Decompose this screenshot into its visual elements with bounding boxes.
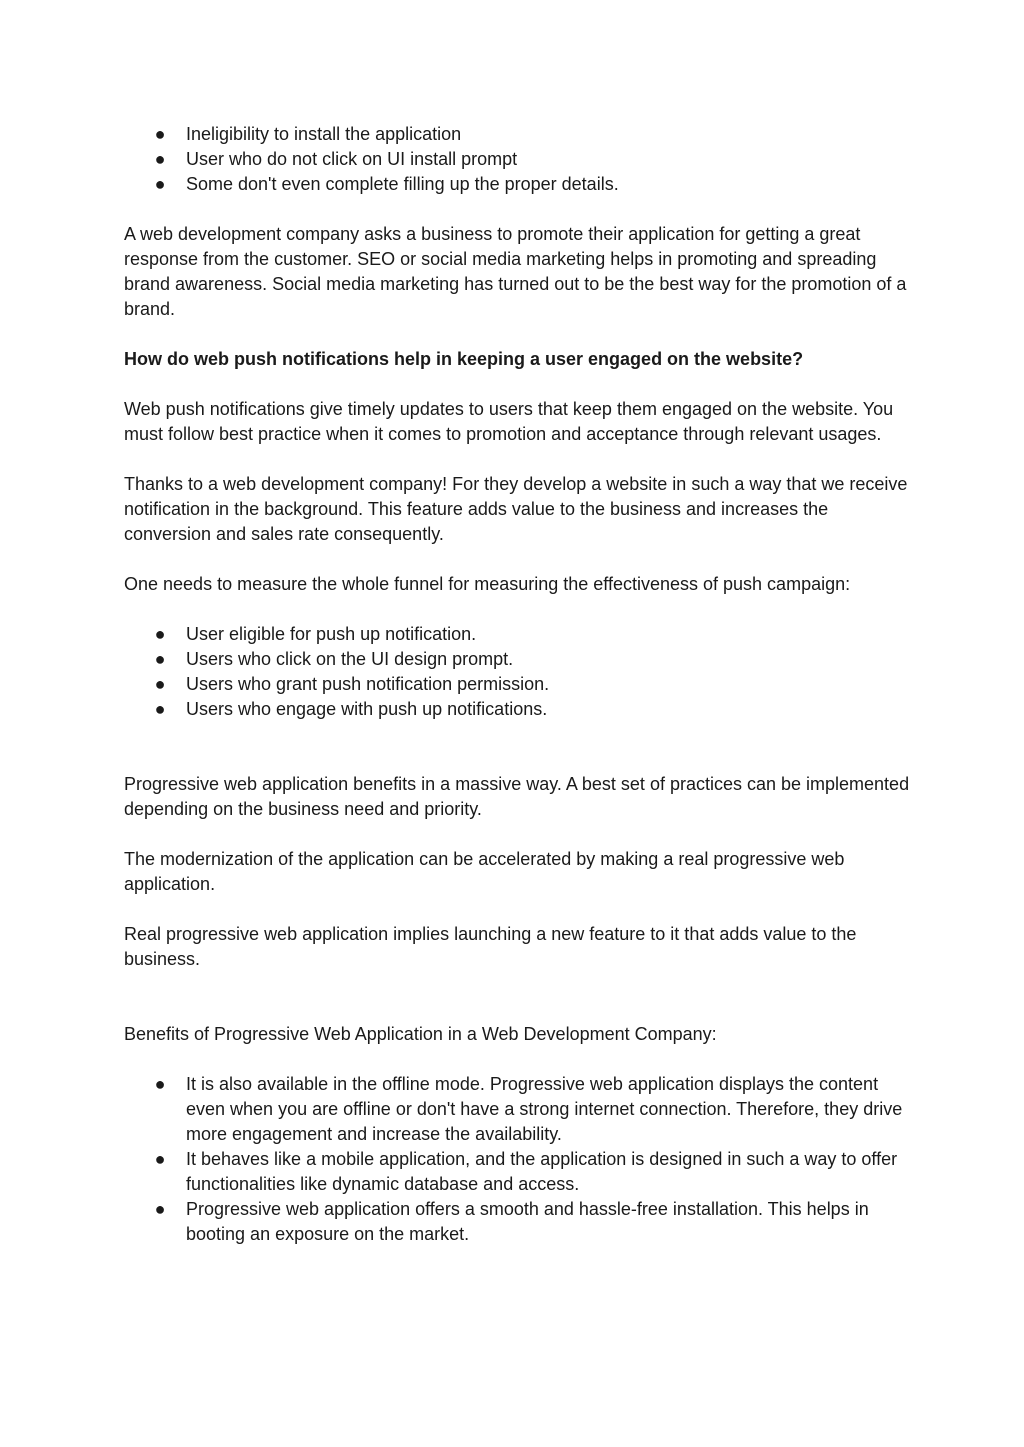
list-item: ● User who do not click on UI install prompt [124, 147, 914, 172]
list-item: ● Users who engage with push up notifications. [124, 697, 914, 722]
bullet-icon: ● [154, 649, 166, 669]
paragraph-promotion: A web development company asks a business to promote their application for getting a great response from the customer. SEO or social media marketing helps in promoting and spreading brand awareness. Social media marketing has turned out to be the best way for the promotion of a brand. [124, 224, 907, 319]
list-item: ● It behaves like a mobile application, and the application is designed in such a way to offer functionalities like dynamic database and access. [154, 1149, 898, 1194]
paragraph-pwa-benefits: Progressive web application benefits in a massive way. A best set of practices can be implemented depending on the business need and priority. [124, 774, 910, 819]
bullet-icon: ● [154, 149, 166, 169]
paragraph-benefits-intro: Benefits of Progressive Web Application in a Web Development Company: [124, 1024, 717, 1044]
bullet-icon: ● [154, 624, 166, 644]
paragraph-real-pwa: Real progressive web application implies launching a new feature to it that adds value to the business. [124, 924, 857, 969]
list-item: ● Progressive web application offers a smooth and hassle-free installation. This helps in booting an exposure on the market. [154, 1199, 869, 1244]
bullet-icon: ● [154, 1074, 166, 1094]
bullet-list-funnel [124, 622, 914, 722]
list-item: ● It is also available in the offline mode. Progressive web application displays the content even when you are offline or don't have a strong internet connection. Therefore, they drive more engagement and increase the availability. [154, 1074, 903, 1144]
bullet-icon: ● [154, 674, 166, 694]
section-heading: How do web push notifications help in keeping a user engaged on the website? [124, 349, 804, 369]
blank-line [124, 997, 914, 1022]
paragraph-funnel-intro: One needs to measure the whole funnel for measuring the effectiveness of push campaign: [124, 574, 851, 594]
list-item: ● Users who grant push notification permission. [124, 672, 914, 697]
bullet-icon: ● [154, 699, 166, 719]
paragraph-background-notifications: Thanks to a web development company! For they develop a website in such a way that we receive notification in the background. This feature adds value to the business and increases the conversion and sales rate consequently. [124, 474, 908, 544]
list-item: ● Users who click on the UI design prompt. [124, 647, 914, 672]
list-item: ● Ineligibility to install the application [124, 122, 914, 147]
document-page [124, 122, 914, 1272]
list-item: ● User eligible for push up notification. [124, 622, 914, 647]
bullet-icon: ● [154, 174, 166, 194]
paragraph-modernization: The modernization of the application can be accelerated by making a real progressive web application. [124, 849, 845, 894]
bullet-icon: ● [154, 1149, 166, 1169]
bullet-list-install-issues [124, 122, 914, 197]
paragraph-push-updates: Web push notifications give timely updates to users that keep them engaged on the website. You must follow best practice when it comes to promotion and acceptance through relevant usages. [124, 399, 894, 444]
blank-line [124, 747, 914, 772]
list-item: ● Some don't even complete filling up the proper details. [124, 172, 914, 197]
bullet-icon: ● [154, 124, 166, 144]
bullet-icon: ● [154, 1199, 166, 1219]
bullet-list-benefits [124, 1072, 914, 1247]
